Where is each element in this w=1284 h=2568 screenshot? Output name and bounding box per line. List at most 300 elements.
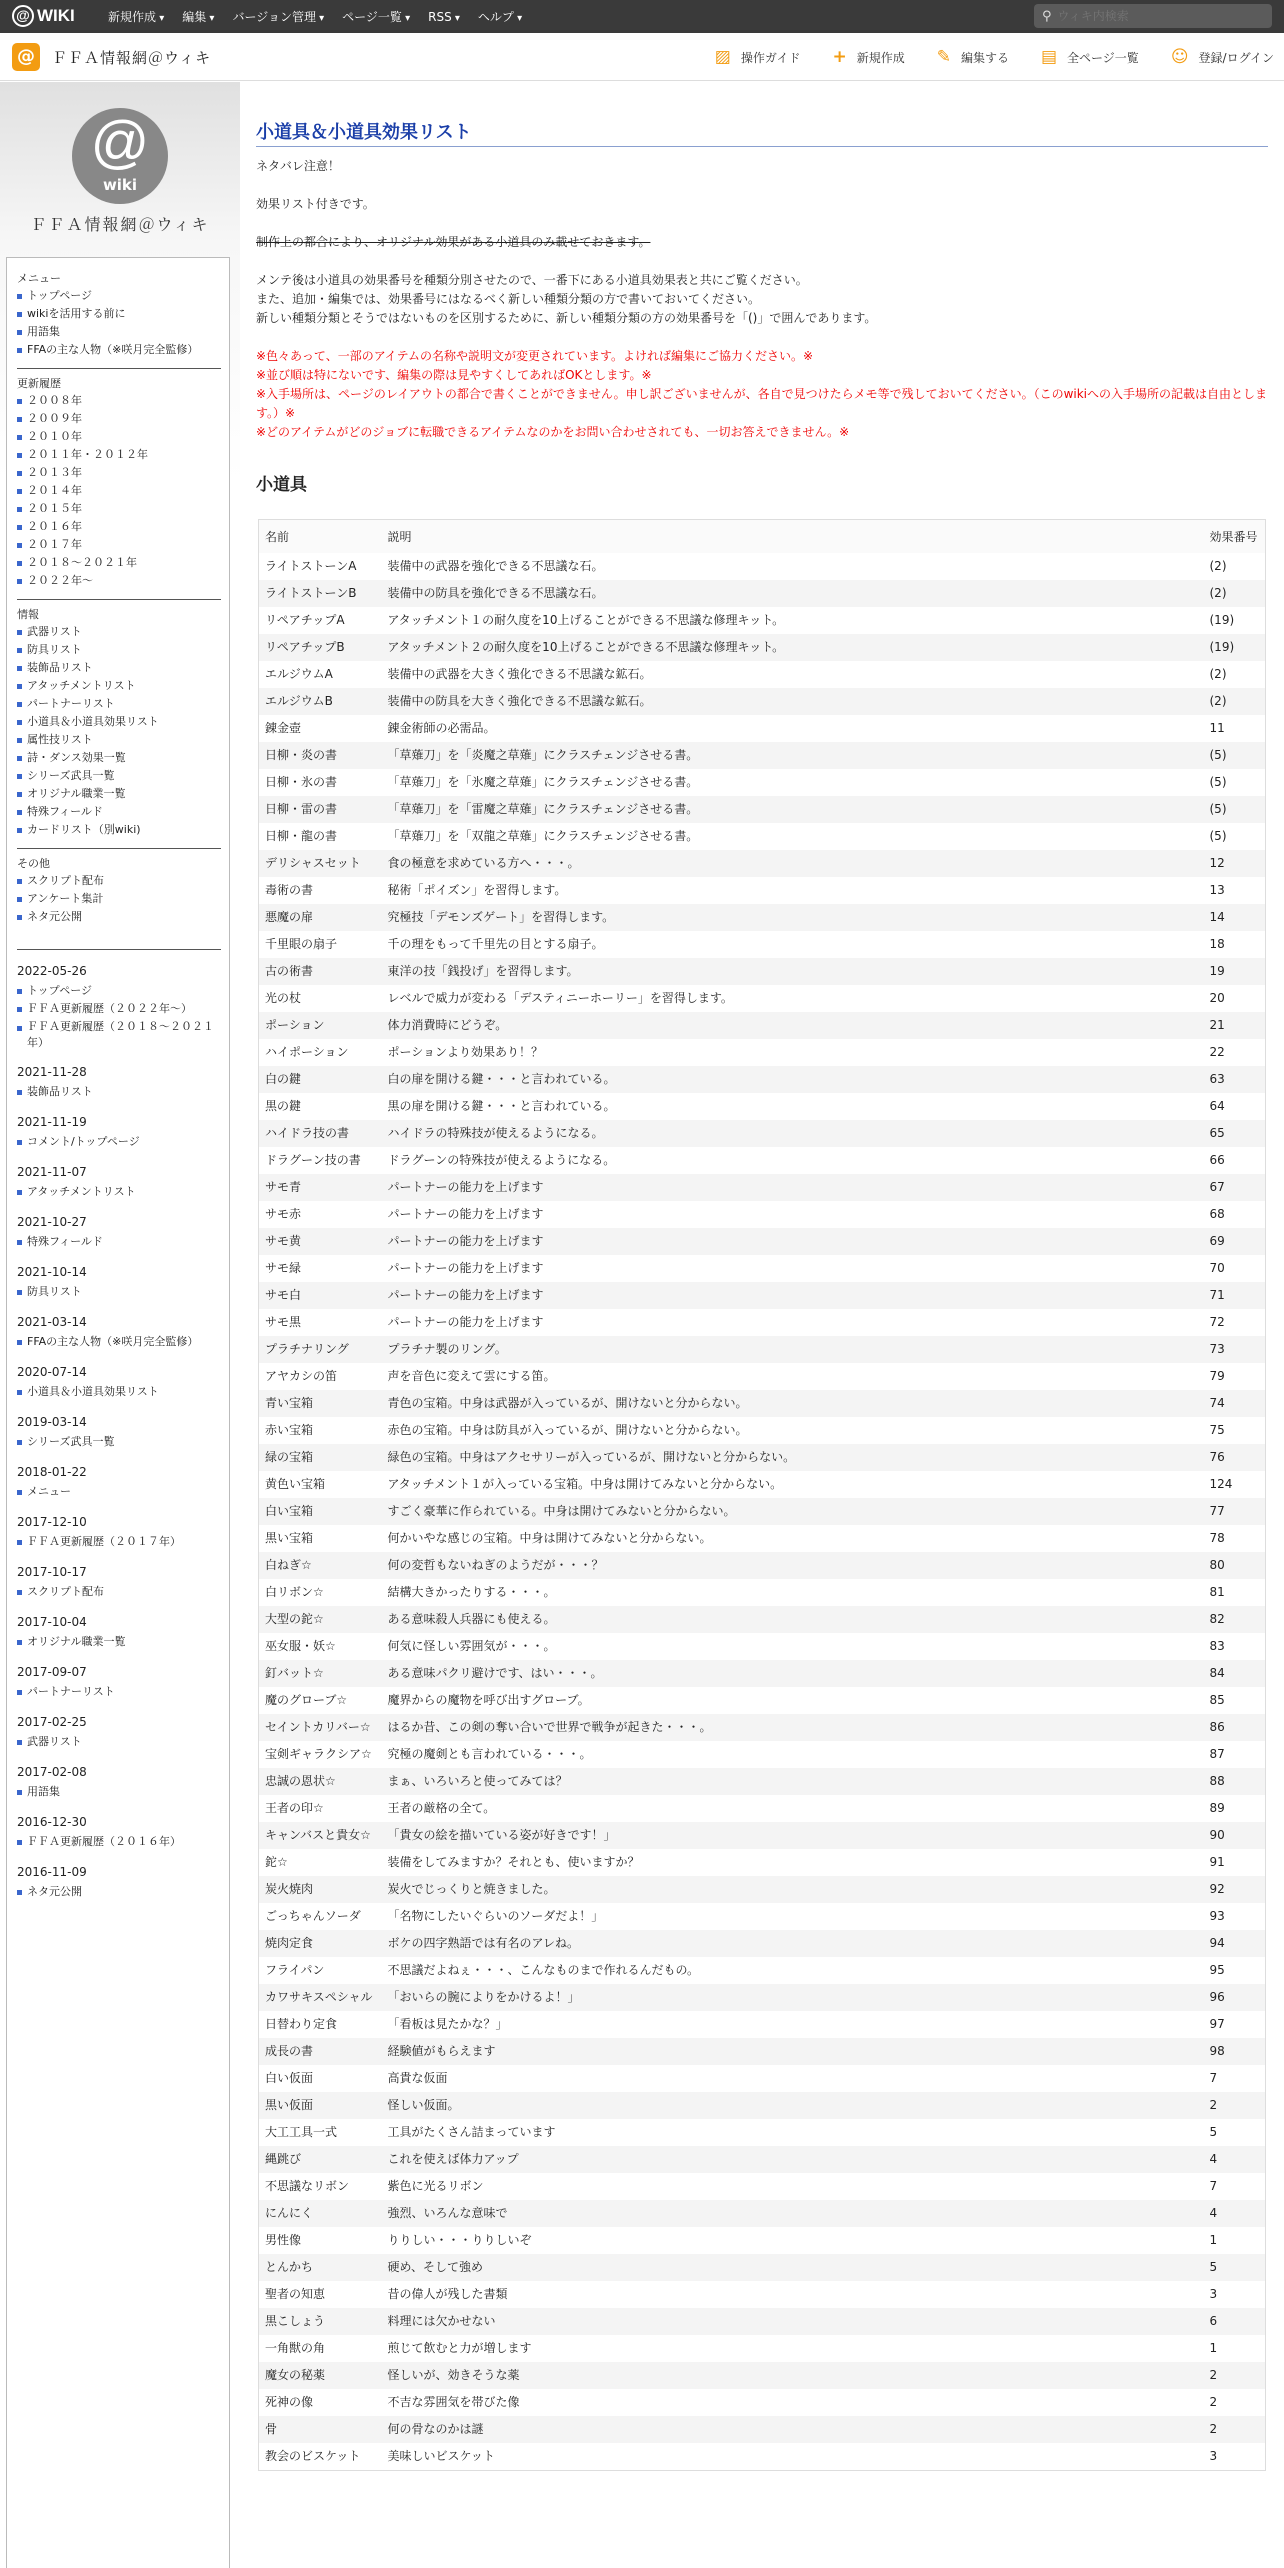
sidebar-link[interactable]: オリジナル職業一覧 bbox=[17, 785, 221, 803]
sidebar-link[interactable]: カードリスト（別wiki) bbox=[17, 821, 221, 839]
sidebar-link[interactable]: 防具リスト bbox=[17, 641, 221, 659]
sidebar-link[interactable]: 小道具＆小道具効果リスト bbox=[17, 713, 221, 731]
item-description-cell: 装備中の防具を大きく強化できる不思議な鉱石。 bbox=[382, 688, 1204, 715]
effect-number-cell: 2 bbox=[1204, 2416, 1266, 2443]
update-list bbox=[17, 1833, 221, 1851]
effect-number-cell: 76 bbox=[1204, 1444, 1266, 1471]
item-name-cell: ハイポーション bbox=[265, 1045, 349, 1059]
effect-number-cell: 4 bbox=[1204, 2200, 1266, 2227]
sidebar-menu-box bbox=[6, 257, 230, 2568]
recent-page-link[interactable]: 小道具＆小道具効果リスト bbox=[17, 1383, 221, 1401]
item-description-cell: 体力消費時にどうぞ。 bbox=[382, 1012, 1204, 1039]
item-description-cell: 炭火でじっくりと焼きました。 bbox=[382, 1876, 1204, 1903]
item-name-cell: 日柳・炎の書 bbox=[259, 742, 382, 769]
maintenance-line: また、追加・編集では、効果番号にはなるべく新しい種類分類の方で書いておいてください。 bbox=[256, 292, 761, 306]
item-description-cell: 青色の宝箱。中身は武器が入っているが、開けないと分からない。 bbox=[382, 1390, 1204, 1417]
update-date: 2021-10-27 bbox=[17, 1215, 87, 1229]
maintenance-note bbox=[256, 271, 1268, 328]
item-description-cell: はるか昔、この剣の奪い合いで世界で戦争が起きた・・・。 bbox=[382, 1714, 1204, 1741]
divider bbox=[17, 368, 221, 369]
effect-number-cell: 4 bbox=[1204, 2146, 1266, 2173]
item-description-cell: 硬め、そして強め bbox=[382, 2254, 1204, 2281]
table-row bbox=[259, 769, 1266, 796]
item-name-cell: 日柳・龍の書 bbox=[265, 829, 338, 843]
header-action-button[interactable] bbox=[1171, 47, 1274, 67]
header-actions bbox=[683, 33, 1274, 81]
sidebar-link[interactable]: ２０１０年 bbox=[17, 428, 221, 446]
site-title[interactable]: ＦＦＡ情報網＠ウィキ bbox=[52, 49, 212, 67]
sidebar-link[interactable]: ２０１３年 bbox=[17, 464, 221, 482]
header-action-label: 新規作成 bbox=[856, 50, 905, 65]
table-row bbox=[259, 1255, 1266, 1282]
update-list bbox=[17, 1783, 221, 1801]
item-name-cell: 青い宝箱 bbox=[259, 1390, 382, 1417]
effect-number-cell: 84 bbox=[1204, 1660, 1266, 1687]
effect-number-cell: 5 bbox=[1209, 2125, 1218, 2139]
item-description-cell: アタッチメント１が入っている宝箱。中身は開けてみないと分からない。 bbox=[387, 1477, 783, 1491]
effect-number-cell: 66 bbox=[1209, 1153, 1225, 1167]
item-name-cell: サモ青 bbox=[259, 1174, 382, 1201]
item-description-cell: 究極技「デモンズゲート」を習得します。 bbox=[382, 904, 1204, 931]
effect-number-cell: 67 bbox=[1204, 1174, 1266, 1201]
recent-page-link[interactable]: スクリプト配布 bbox=[17, 1583, 221, 1601]
item-name-cell: 鉈☆ bbox=[265, 1855, 288, 1869]
recent-page-link[interactable]: オリジナル職業一覧 bbox=[17, 1633, 221, 1651]
item-description-cell: 王者の厳格の全て。 bbox=[387, 1801, 496, 1815]
table-row bbox=[259, 1012, 1266, 1039]
item-name-cell: 黒こしょう bbox=[259, 2308, 382, 2335]
effect-number-cell: 87 bbox=[1209, 1747, 1225, 1761]
table-row bbox=[259, 2362, 1266, 2389]
item-description-cell: 声を音色に変えて雲にする笛。 bbox=[387, 1369, 556, 1383]
recent-page-link[interactable]: 特殊フィールド bbox=[17, 1233, 221, 1251]
wiki-avatar[interactable] bbox=[72, 108, 168, 204]
effect-number-cell: 91 bbox=[1209, 1855, 1225, 1869]
top-menu-item[interactable]: 編集 ▾ bbox=[182, 8, 214, 25]
recent-page-link[interactable]: 武器リスト bbox=[17, 1733, 221, 1751]
divider bbox=[17, 848, 221, 849]
update-list bbox=[17, 1883, 221, 1901]
table-row bbox=[259, 1471, 1266, 1498]
effect-number-cell: (5) bbox=[1204, 796, 1266, 823]
recent-page-link[interactable]: パートナーリスト bbox=[17, 1683, 221, 1701]
recent-page-link[interactable]: ネタ元公開 bbox=[17, 1883, 221, 1901]
red-note: ※色々あって、一部のアイテムの名称や説明文が変更されています。よければ編集にご協力ください。※ bbox=[256, 349, 814, 363]
effect-number-cell: 2 bbox=[1209, 2395, 1218, 2409]
recent-page-link[interactable]: 防具リスト bbox=[17, 1283, 221, 1301]
at-logo-icon: @ bbox=[12, 5, 34, 27]
item-description-cell: アタッチメント２の耐久度を10上げることができる不思議な修理キット。 bbox=[382, 634, 1204, 661]
item-name-cell: ライトストーンB bbox=[259, 580, 382, 607]
table-row bbox=[259, 1687, 1266, 1714]
table-row bbox=[259, 661, 1266, 688]
item-name-cell: 縄跳び bbox=[259, 2146, 382, 2173]
item-name-cell: 悪魔の扉 bbox=[259, 904, 382, 931]
table-row bbox=[259, 2227, 1266, 2254]
item-description-cell: 「名物にしたいぐらいのソーダだよ！」 bbox=[387, 1909, 604, 1923]
effect-number-cell: 90 bbox=[1204, 1822, 1266, 1849]
item-description-cell: 装備中の武器を大きく強化できる不思議な鉱石。 bbox=[387, 667, 652, 681]
effect-number-cell: 7 bbox=[1209, 2071, 1218, 2085]
other-list bbox=[17, 872, 221, 926]
item-name-cell: サモ赤 bbox=[265, 1207, 302, 1221]
pencil-icon: ✎ bbox=[936, 47, 951, 67]
item-description-cell: 錬金術師の必需品。 bbox=[387, 721, 496, 735]
update-list bbox=[17, 1383, 221, 1401]
effect-number-cell: 2 bbox=[1204, 2362, 1266, 2389]
search-icon: ⚲ bbox=[1042, 8, 1052, 24]
item-description-cell: まぁ、いろいろと使ってみては？ bbox=[382, 1768, 1204, 1795]
item-name-cell: 魔女の秘薬 bbox=[259, 2362, 382, 2389]
table-row bbox=[259, 1498, 1266, 1525]
table-row bbox=[259, 1876, 1266, 1903]
maintenance-line: 新しい種類分類とそうではないものを区別するために、新しい種類分類の方の効果番号を「()」で囲んであります。 bbox=[256, 311, 877, 325]
sidebar-link[interactable]: ２０１５年 bbox=[17, 500, 221, 518]
sidebar-link[interactable]: 武器リスト bbox=[17, 623, 221, 641]
table-row bbox=[259, 2119, 1266, 2146]
red-note: ※並び順は特にないです、編集の際は見やすくしてあればOKとします。※ bbox=[256, 368, 652, 382]
at-avatar-icon: @ bbox=[90, 110, 150, 175]
item-description-cell: 紫色に光るリボン bbox=[387, 2179, 484, 2193]
effect-number-cell: 12 bbox=[1204, 850, 1266, 877]
sidebar-link[interactable]: ネタ元公開 bbox=[17, 908, 221, 926]
item-name-cell: 日替わり定食 bbox=[265, 2017, 338, 2031]
recent-page-link[interactable]: 装飾品リスト bbox=[17, 1083, 221, 1101]
red-note: ※入手場所は、ページのレイアウトの都合で書くことができません。申し訳ございませんが、各自で見つけたらメモ等で残しておいてください。（このwikiへの入手場所の記載は自由とします。）※ bbox=[256, 387, 1268, 420]
table-row bbox=[259, 796, 1266, 823]
recent-page-link[interactable]: メニュー bbox=[17, 1483, 221, 1501]
top-menu-item[interactable]: ヘルプ ▾ bbox=[478, 8, 522, 25]
update-list bbox=[17, 1183, 221, 1201]
item-name-cell: 日柳・氷の書 bbox=[265, 775, 338, 789]
sidebar-link[interactable]: ２０１１年・２０１２年 bbox=[17, 446, 221, 464]
table-row bbox=[259, 553, 1266, 580]
effect-number-cell: (5) bbox=[1204, 742, 1266, 769]
effect-number-cell: (2) bbox=[1204, 688, 1266, 715]
sidebar-link[interactable]: wikiを活用する前に bbox=[17, 305, 221, 323]
item-name-cell: デリシャスセット bbox=[259, 850, 382, 877]
recent-page-link[interactable]: FFAの主な人物（※咲月完全監修） bbox=[17, 1333, 221, 1351]
update-list bbox=[17, 1483, 221, 1501]
item-description-cell: 煎じて飲むと力が増します bbox=[387, 2341, 532, 2355]
wiki-logo[interactable] bbox=[12, 4, 75, 28]
item-description-cell: すごく豪華に作られている。中身は開けてみないと分からない。 bbox=[382, 1498, 1204, 1525]
item-description-cell: 高貴な仮面 bbox=[387, 2071, 448, 2085]
effect-number-cell: 92 bbox=[1204, 1876, 1266, 1903]
table-row bbox=[259, 1336, 1266, 1363]
sidebar-link[interactable]: シリーズ武具一覧 bbox=[17, 767, 221, 785]
recent-page-link[interactable]: コメント/トップページ bbox=[17, 1133, 221, 1151]
item-description-cell: りりしい・・・りりしいぞ bbox=[387, 2233, 532, 2247]
effect-number-cell: 2 bbox=[1204, 2092, 1266, 2119]
table-row bbox=[259, 2200, 1266, 2227]
item-name-cell: 釘バット☆ bbox=[259, 1660, 382, 1687]
sidebar-link[interactable]: 属性技リスト bbox=[17, 731, 221, 749]
top-navbar bbox=[0, 0, 1284, 33]
effect-number-cell: 3 bbox=[1209, 2287, 1218, 2301]
item-name-cell: 千里眼の扇子 bbox=[265, 937, 338, 951]
update-date: 2019-03-14 bbox=[17, 1415, 87, 1429]
sidebar-link[interactable]: 装飾品リスト bbox=[17, 659, 221, 677]
header-action-button[interactable] bbox=[715, 47, 801, 67]
update-date: 2021-03-14 bbox=[17, 1315, 87, 1329]
item-description-cell: 昔の偉人が残した書類 bbox=[387, 2287, 508, 2301]
divider bbox=[17, 599, 221, 600]
item-name-cell: 日柳・雷の書 bbox=[259, 796, 382, 823]
item-description-cell: 何の骨なのかは謎 bbox=[382, 2416, 1204, 2443]
sidebar-link[interactable]: ２０１４年 bbox=[17, 482, 221, 500]
effect-number-cell: (5) bbox=[1209, 829, 1227, 843]
effect-number-cell: 82 bbox=[1204, 1606, 1266, 1633]
effect-number-cell: 19 bbox=[1204, 958, 1266, 985]
table-row bbox=[259, 742, 1266, 769]
sidebar-link[interactable]: アタッチメントリスト bbox=[17, 677, 221, 695]
update-list bbox=[17, 1283, 221, 1301]
section-heading: 小道具 bbox=[256, 475, 307, 495]
effect-number-cell: 1 bbox=[1209, 2233, 1218, 2247]
item-description-cell: 「草薙刀」を「双龍之草薙」にクラスチェンジさせる書。 bbox=[387, 829, 699, 843]
item-description-cell: 不吉な雰囲気を帯びた像 bbox=[387, 2395, 520, 2409]
site-header bbox=[0, 33, 1284, 81]
table-row bbox=[259, 1417, 1266, 1444]
intro-text: 効果リスト付きです。 bbox=[256, 197, 375, 211]
effect-number-cell: 11 bbox=[1209, 721, 1225, 735]
header-action-button[interactable] bbox=[832, 47, 904, 67]
effect-number-cell: 72 bbox=[1209, 1315, 1225, 1329]
item-name-cell: プラチナリング bbox=[259, 1336, 382, 1363]
spoiler-warning: ネタバレ注意！ bbox=[256, 159, 340, 173]
item-name-cell: アヤカシの笛 bbox=[265, 1369, 338, 1383]
header-action-label: 編集する bbox=[960, 50, 1009, 65]
recent-page-link[interactable]: トップページ bbox=[17, 982, 221, 1000]
top-menu-item[interactable]: 新規作成 ▾ bbox=[108, 8, 164, 25]
effect-number-cell: 89 bbox=[1209, 1801, 1225, 1815]
top-menu-item[interactable]: バージョン管理 ▾ bbox=[232, 8, 324, 25]
table-row bbox=[259, 1525, 1266, 1552]
item-name-cell: サモ黒 bbox=[265, 1315, 302, 1329]
item-name-cell: 白ねぎ☆ bbox=[259, 1552, 382, 1579]
table-row bbox=[259, 2065, 1266, 2092]
item-description-cell: 白の扉を開ける鍵・・・と言われている。 bbox=[382, 1066, 1204, 1093]
search-input[interactable] bbox=[1058, 9, 1258, 23]
effect-number-cell: 86 bbox=[1204, 1714, 1266, 1741]
item-description-cell: パートナーの能力を上げます bbox=[382, 1282, 1204, 1309]
table-row bbox=[259, 2281, 1266, 2308]
recent-page-link[interactable]: ＦＦＡ更新履歴（２０１６年） bbox=[17, 1833, 221, 1851]
effect-number-cell: 96 bbox=[1204, 1984, 1266, 2011]
item-name-cell: 白リボン☆ bbox=[265, 1585, 324, 1599]
item-description-cell: 東洋の技「銭投げ」を習得します。 bbox=[382, 958, 1204, 985]
header-action-button[interactable] bbox=[937, 47, 1009, 67]
sidebar-link[interactable]: ２０１６年 bbox=[17, 518, 221, 536]
item-description-cell: 食の極意を求めている方へ・・・。 bbox=[382, 850, 1204, 877]
table-row bbox=[259, 2443, 1266, 2470]
item-name-cell: 古の術書 bbox=[259, 958, 382, 985]
sidebar bbox=[0, 82, 240, 2568]
table-row bbox=[259, 1660, 1266, 1687]
item-name-cell: にんにく bbox=[259, 2200, 382, 2227]
update-date: 2017-10-04 bbox=[17, 1615, 87, 1629]
recent-page-link[interactable]: ＦＦＡ更新履歴（２０２２年～） bbox=[17, 1000, 221, 1018]
item-name-cell: エルジウムB bbox=[259, 688, 382, 715]
item-description-cell: ボケの四字熟語では有名のアレね。 bbox=[382, 1930, 1204, 1957]
effect-number-cell: 124 bbox=[1209, 1477, 1233, 1491]
item-name-cell: キャンバスと貴女☆ bbox=[259, 1822, 382, 1849]
item-name-cell: 白の鍵 bbox=[259, 1066, 382, 1093]
effect-number-cell: (5) bbox=[1209, 775, 1227, 789]
sidebar-link[interactable]: ２００８年 bbox=[17, 392, 221, 410]
item-name-cell: 緑の宝箱 bbox=[259, 1444, 382, 1471]
column-header-name: 名前 bbox=[259, 520, 382, 554]
update-list bbox=[17, 1583, 221, 1601]
sidebar-link[interactable]: アンケート集計 bbox=[17, 890, 221, 908]
table-row bbox=[259, 1201, 1266, 1228]
update-date: 2022-05-26 bbox=[17, 964, 87, 978]
table-row bbox=[259, 2038, 1266, 2065]
update-list bbox=[17, 1683, 221, 1701]
effect-number-cell: 88 bbox=[1204, 1768, 1266, 1795]
sidebar-link[interactable]: トップページ bbox=[17, 287, 221, 305]
sidebar-link[interactable]: ２０２２年～ bbox=[17, 572, 221, 590]
item-name-cell: 毒術の書 bbox=[265, 883, 314, 897]
recent-page-link[interactable]: 用語集 bbox=[17, 1783, 221, 1801]
effect-number-cell: 7 bbox=[1209, 2179, 1218, 2193]
item-description-cell: パートナーの能力を上げます bbox=[382, 1174, 1204, 1201]
item-description-cell: パートナーの能力を上げます bbox=[382, 1228, 1204, 1255]
effect-number-cell: 79 bbox=[1209, 1369, 1225, 1383]
item-description-cell: 何の変哲もないねぎのようだが・・・？ bbox=[382, 1552, 1204, 1579]
update-list bbox=[17, 982, 221, 1051]
effect-number-cell: 63 bbox=[1204, 1066, 1266, 1093]
item-description-cell: 何かいやな感じの宝箱。中身は開けてみないと分からない。 bbox=[387, 1531, 712, 1545]
item-description-cell: 「おいらの腕によりをかけるよ！」 bbox=[382, 1984, 1204, 2011]
table-row bbox=[259, 1822, 1266, 1849]
table-row bbox=[259, 1714, 1266, 1741]
item-description-cell: 千の理をもって千里先の目とする扇子。 bbox=[387, 937, 604, 951]
item-description-cell: 赤色の宝箱。中身は防具が入っているが、開けないと分からない。 bbox=[387, 1423, 748, 1437]
sidebar-link[interactable]: 詩・ダンス効果一覧 bbox=[17, 749, 221, 767]
item-name-cell: エルジウムA bbox=[265, 667, 333, 681]
item-name-cell: 黒の鍵 bbox=[265, 1099, 302, 1113]
page-title: 小道具＆小道具効果リスト bbox=[256, 118, 1268, 147]
item-name-cell: リペアチップB bbox=[259, 634, 382, 661]
update-date: 2017-02-08 bbox=[17, 1765, 87, 1779]
info-list bbox=[17, 623, 221, 839]
item-name-cell: 大工工具一式 bbox=[265, 2125, 338, 2139]
item-name-cell: ハイドラ技の書 bbox=[259, 1120, 382, 1147]
item-description-cell: 究極の魔剣とも言われている・・・。 bbox=[387, 1747, 592, 1761]
sidebar-link[interactable]: パートナーリスト bbox=[17, 695, 221, 713]
sidebar-link[interactable]: ２０１８～２０２１年 bbox=[17, 554, 221, 572]
item-name-cell: 不思議なリボン bbox=[265, 2179, 350, 2193]
table-row bbox=[259, 904, 1266, 931]
table-row bbox=[259, 1579, 1266, 1606]
table-row bbox=[259, 1741, 1266, 1768]
table-row bbox=[259, 1363, 1266, 1390]
site-logo-icon[interactable]: @ bbox=[12, 43, 40, 71]
item-name-cell: とんかち bbox=[259, 2254, 382, 2281]
item-description-cell: これを使えば体力アップ bbox=[382, 2146, 1204, 2173]
update-list bbox=[17, 1433, 221, 1451]
sidebar-link[interactable]: スクリプト配布 bbox=[17, 872, 221, 890]
column-header-effect: 効果番号 bbox=[1204, 520, 1266, 554]
table-row bbox=[259, 2146, 1266, 2173]
user-add-icon: ☺ bbox=[1170, 47, 1189, 67]
item-description-cell: ある意味パクリ避けです、はい・・・。 bbox=[382, 1660, 1204, 1687]
item-description-cell: アタッチメント１の耐久度を10上げることができる不思議な修理キット。 bbox=[387, 613, 785, 627]
recent-page-link[interactable]: ＦＦＡ更新履歴（２０１７年） bbox=[17, 1533, 221, 1551]
update-date: 2016-12-30 bbox=[17, 1815, 87, 1829]
item-name-cell: 教会のビスケット bbox=[265, 2449, 361, 2463]
effect-number-cell: 93 bbox=[1209, 1909, 1225, 1923]
table-row bbox=[259, 877, 1266, 904]
effect-number-cell: 18 bbox=[1209, 937, 1225, 951]
effect-number-cell: 64 bbox=[1209, 1099, 1225, 1113]
item-description-cell: パートナーの能力を上げます bbox=[387, 1207, 544, 1221]
update-date: 2021-11-28 bbox=[17, 1065, 87, 1079]
table-row bbox=[259, 715, 1266, 742]
sidebar-link[interactable]: 用語集 bbox=[17, 323, 221, 341]
effect-number-cell: 21 bbox=[1204, 1012, 1266, 1039]
update-list bbox=[17, 1083, 221, 1101]
item-description-cell: 装備中の防具を強化できる不思議な石。 bbox=[382, 580, 1204, 607]
top-menu-item[interactable]: ページ一覧 ▾ bbox=[342, 8, 410, 25]
maintenance-line: メンテ後は小道具の効果番号を種類分別させたので、一番下にある小道具効果表と共にご覧ください。 bbox=[256, 273, 808, 287]
item-name-cell: 焼肉定食 bbox=[259, 1930, 382, 1957]
recent-page-link[interactable]: ＦＦＡ更新履歴（２０１８～２０２１年） bbox=[17, 1019, 221, 1051]
item-name-cell: 成長の書 bbox=[259, 2038, 382, 2065]
effect-number-cell: 68 bbox=[1209, 1207, 1225, 1221]
item-description-cell: 装備中の武器を強化できる不思議な石。 bbox=[387, 559, 604, 573]
table-row bbox=[259, 2011, 1266, 2038]
effect-number-cell: 3 bbox=[1209, 2449, 1218, 2463]
table-row bbox=[259, 823, 1266, 850]
top-menu-item[interactable]: RSS ▾ bbox=[428, 10, 460, 24]
table-row bbox=[259, 1849, 1266, 1876]
item-description-cell: 怪しい仮面。 bbox=[382, 2092, 1204, 2119]
table-row bbox=[259, 688, 1266, 715]
table-row bbox=[259, 2335, 1266, 2362]
item-name-cell: 白い仮面 bbox=[265, 2071, 314, 2085]
effect-number-cell: (19) bbox=[1204, 634, 1266, 661]
sidebar-link[interactable]: FFAの主な人物（※咲月完全監修） bbox=[17, 341, 221, 359]
sidebar-link[interactable]: ２００９年 bbox=[17, 410, 221, 428]
book-icon: ▨ bbox=[714, 47, 731, 67]
recent-page-link[interactable]: アタッチメントリスト bbox=[17, 1183, 221, 1201]
recent-page-link[interactable]: シリーズ武具一覧 bbox=[17, 1433, 221, 1451]
table-row bbox=[259, 1309, 1266, 1336]
effect-number-cell: 69 bbox=[1204, 1228, 1266, 1255]
table-row bbox=[259, 985, 1266, 1012]
update-list bbox=[17, 1133, 221, 1151]
sidebar-link[interactable]: 特殊フィールド bbox=[17, 803, 221, 821]
item-name-cell: 巫女服・妖☆ bbox=[265, 1639, 336, 1653]
effect-number-cell: 95 bbox=[1209, 1963, 1225, 1977]
item-description-cell: パートナーの能力を上げます bbox=[387, 1261, 544, 1275]
header-action-button[interactable] bbox=[1041, 47, 1139, 67]
item-description-cell: 不思議だよねぇ・・・、こんなものまで作れるんだもの。 bbox=[387, 1963, 700, 1977]
item-name-cell: 白い宝箱 bbox=[259, 1498, 382, 1525]
update-date: 2021-11-07 bbox=[17, 1165, 87, 1179]
item-name-cell: 黄色い宝箱 bbox=[265, 1477, 326, 1491]
table-row bbox=[259, 2389, 1266, 2416]
table-row bbox=[259, 2254, 1266, 2281]
table-row bbox=[259, 931, 1266, 958]
effect-number-cell: (19) bbox=[1209, 613, 1235, 627]
search-box[interactable] bbox=[1034, 4, 1272, 28]
item-description-cell: 「草薙刀」を「雷魔之草薙」にクラスチェンジさせる書。 bbox=[382, 796, 1204, 823]
sidebar-link[interactable]: ２０１７年 bbox=[17, 536, 221, 554]
